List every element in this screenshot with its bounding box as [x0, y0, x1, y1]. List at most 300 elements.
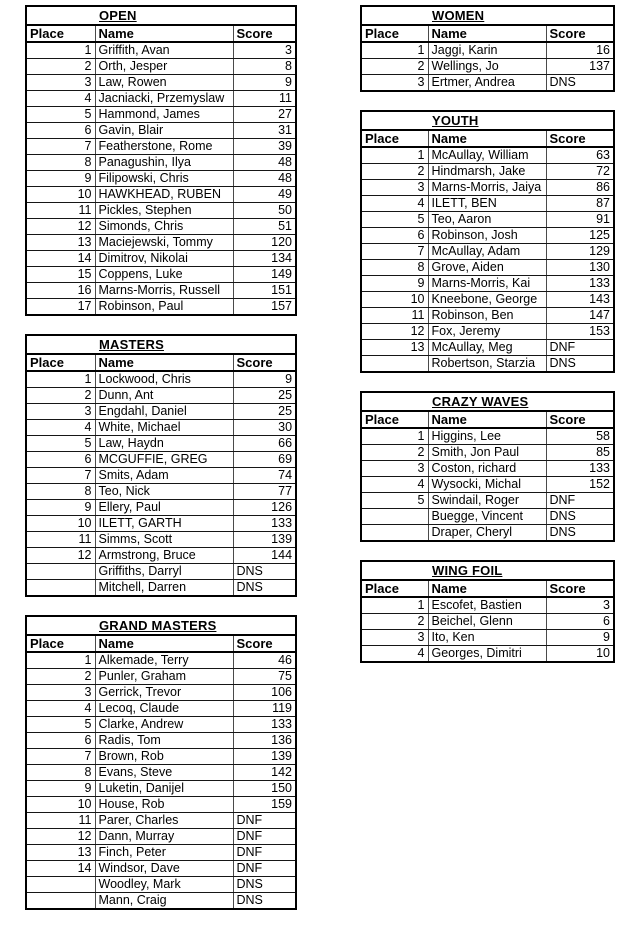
column-header-name: Name [428, 580, 546, 597]
name-cell: McAullay, William [428, 147, 546, 164]
table-row [26, 267, 296, 283]
results-table-open [25, 5, 297, 316]
score-cell: 46 [233, 652, 296, 669]
place-cell: 4 [26, 420, 95, 436]
score-cell: 25 [233, 404, 296, 420]
place-cell: 5 [361, 493, 428, 509]
name-cell: Beichel, Glenn [428, 614, 546, 630]
name-cell: Pickles, Stephen [95, 203, 233, 219]
score-cell: DNS [233, 580, 296, 597]
place-cell: 17 [26, 299, 95, 316]
table-row [26, 107, 296, 123]
score-cell: 139 [233, 532, 296, 548]
table-row [26, 235, 296, 251]
column-header-place: Place [26, 635, 95, 652]
score-cell: DNS [546, 509, 614, 525]
table-row [361, 461, 614, 477]
results-table-youth [360, 110, 615, 373]
name-cell: Orth, Jesper [95, 59, 233, 75]
name-cell: Panagushin, Ilya [95, 155, 233, 171]
score-cell: DNF [233, 845, 296, 861]
score-cell: 3 [546, 597, 614, 614]
table-row [26, 123, 296, 139]
score-cell: 157 [233, 299, 296, 316]
table-row [26, 219, 296, 235]
place-cell: 11 [26, 532, 95, 548]
place-cell: 3 [361, 630, 428, 646]
place-cell: 1 [26, 42, 95, 59]
score-cell: 8 [233, 59, 296, 75]
place-cell: 2 [361, 614, 428, 630]
results-table-crazy-waves [360, 391, 615, 542]
name-cell: Jaggi, Karin [428, 42, 546, 59]
table-row [26, 42, 296, 59]
table-header-row [361, 411, 614, 428]
place-cell: 8 [26, 765, 95, 781]
table-row [26, 701, 296, 717]
table-row [26, 733, 296, 749]
name-cell: Brown, Rob [95, 749, 233, 765]
table-row [26, 187, 296, 203]
name-cell: Teo, Aaron [428, 212, 546, 228]
place-cell: 12 [26, 548, 95, 564]
score-cell: 25 [233, 388, 296, 404]
score-cell: 86 [546, 180, 614, 196]
name-cell: Robinson, Ben [428, 308, 546, 324]
name-cell: Finch, Peter [95, 845, 233, 861]
table-row [26, 283, 296, 299]
table-row [361, 180, 614, 196]
column-header-name: Name [428, 411, 546, 428]
place-cell: 1 [361, 428, 428, 445]
name-cell: Evans, Steve [95, 765, 233, 781]
place-cell: 3 [26, 404, 95, 420]
score-cell: 129 [546, 244, 614, 260]
place-cell: 7 [26, 468, 95, 484]
name-cell: Dunn, Ant [95, 388, 233, 404]
table-row [361, 244, 614, 260]
score-cell: DNF [233, 813, 296, 829]
table-row [26, 829, 296, 845]
score-cell: DNS [233, 564, 296, 580]
name-cell: Draper, Cheryl [428, 525, 546, 542]
column-header-score: Score [233, 25, 296, 42]
score-cell: 87 [546, 196, 614, 212]
table-row [26, 155, 296, 171]
right-column [360, 5, 613, 681]
name-cell: Featherstone, Rome [95, 139, 233, 155]
name-cell: Engdahl, Daniel [95, 404, 233, 420]
column-header-score: Score [546, 580, 614, 597]
score-cell: 9 [233, 371, 296, 388]
name-cell: House, Rob [95, 797, 233, 813]
column-header-name: Name [95, 635, 233, 652]
score-cell: 143 [546, 292, 614, 308]
name-cell: Coston, richard [428, 461, 546, 477]
place-cell: 2 [26, 669, 95, 685]
place-cell: 6 [26, 733, 95, 749]
table-header-row [26, 635, 296, 652]
table-row [361, 428, 614, 445]
column-header-place: Place [26, 354, 95, 371]
score-cell: 74 [233, 468, 296, 484]
place-cell: 1 [361, 42, 428, 59]
table-row [26, 564, 296, 580]
score-cell: 75 [233, 669, 296, 685]
table-row [361, 59, 614, 75]
column-header-place: Place [361, 130, 428, 147]
score-cell: 85 [546, 445, 614, 461]
name-cell: Gavin, Blair [95, 123, 233, 139]
table-row [26, 484, 296, 500]
name-cell: HAWKHEAD, RUBEN [95, 187, 233, 203]
table-title: YOUTH [432, 113, 479, 128]
place-cell: 12 [26, 829, 95, 845]
table-row [26, 91, 296, 107]
table-title-cell [361, 111, 614, 130]
name-cell: Griffiths, Darryl [95, 564, 233, 580]
table-header-row [361, 580, 614, 597]
table-row [26, 139, 296, 155]
place-cell: 12 [361, 324, 428, 340]
column-header-score: Score [546, 25, 614, 42]
name-cell: Marns-Morris, Russell [95, 283, 233, 299]
place-cell: 3 [26, 75, 95, 91]
name-cell: McAullay, Adam [428, 244, 546, 260]
place-cell [26, 877, 95, 893]
table-row [361, 308, 614, 324]
name-cell: Dimitrov, Nikolai [95, 251, 233, 267]
score-cell: 77 [233, 484, 296, 500]
table-header-row [26, 25, 296, 42]
place-cell: 8 [26, 484, 95, 500]
place-cell: 1 [26, 652, 95, 669]
table-row [361, 292, 614, 308]
place-cell: 4 [361, 196, 428, 212]
table-row [361, 630, 614, 646]
place-cell: 9 [26, 781, 95, 797]
table-title-row [26, 335, 296, 354]
table-title: CRAZY WAVES [432, 394, 529, 409]
table-row [26, 516, 296, 532]
place-cell [26, 893, 95, 910]
place-cell [26, 580, 95, 597]
table-title-cell [361, 6, 614, 25]
table-row [361, 525, 614, 542]
score-cell: 106 [233, 685, 296, 701]
place-cell: 1 [361, 147, 428, 164]
place-cell: 13 [26, 235, 95, 251]
score-cell: 144 [233, 548, 296, 564]
column-header-place: Place [361, 25, 428, 42]
place-cell: 4 [361, 646, 428, 663]
table-row [26, 500, 296, 516]
table-title-row [361, 392, 614, 411]
name-cell: Kneebone, George [428, 292, 546, 308]
name-cell: Teo, Nick [95, 484, 233, 500]
name-cell: Robinson, Paul [95, 299, 233, 316]
table-row [361, 356, 614, 373]
place-cell: 7 [26, 749, 95, 765]
name-cell: Griffith, Avan [95, 42, 233, 59]
score-cell: 48 [233, 171, 296, 187]
place-cell: 10 [26, 516, 95, 532]
name-cell: Swindail, Roger [428, 493, 546, 509]
score-cell: 119 [233, 701, 296, 717]
table-row [361, 228, 614, 244]
score-cell: 126 [233, 500, 296, 516]
table-row [26, 371, 296, 388]
name-cell: Dann, Murray [95, 829, 233, 845]
score-cell: 149 [233, 267, 296, 283]
results-table-women [360, 5, 615, 92]
score-cell: 9 [233, 75, 296, 91]
table-row [26, 669, 296, 685]
table-row [361, 597, 614, 614]
name-cell: Marns-Morris, Kai [428, 276, 546, 292]
score-cell: 120 [233, 235, 296, 251]
column-header-place: Place [361, 411, 428, 428]
name-cell: ILETT, BEN [428, 196, 546, 212]
table-row [361, 260, 614, 276]
score-cell: 63 [546, 147, 614, 164]
table-title-cell [26, 616, 296, 635]
place-cell: 5 [26, 717, 95, 733]
place-cell: 10 [361, 292, 428, 308]
table-row [26, 893, 296, 910]
score-cell: 150 [233, 781, 296, 797]
place-cell: 7 [361, 244, 428, 260]
score-cell: 159 [233, 797, 296, 813]
place-cell: 2 [26, 388, 95, 404]
table-title: MASTERS [99, 337, 164, 352]
score-cell: DNF [546, 340, 614, 356]
table-row [26, 532, 296, 548]
name-cell: White, Michael [95, 420, 233, 436]
name-cell: Ertmer, Andrea [428, 75, 546, 92]
name-cell: Higgins, Lee [428, 428, 546, 445]
table-row [361, 324, 614, 340]
name-cell: Filipowski, Chris [95, 171, 233, 187]
score-cell: 51 [233, 219, 296, 235]
place-cell: 3 [361, 75, 428, 92]
table-title-row [361, 111, 614, 130]
table-title: GRAND MASTERS [99, 618, 217, 633]
column-header-score: Score [233, 635, 296, 652]
place-cell: 16 [26, 283, 95, 299]
place-cell: 8 [361, 260, 428, 276]
table-row [26, 468, 296, 484]
name-cell: Ellery, Paul [95, 500, 233, 516]
table-row [26, 171, 296, 187]
table-row [26, 75, 296, 91]
name-cell: Wysocki, Michal [428, 477, 546, 493]
name-cell: MCGUFFIE, GREG [95, 452, 233, 468]
table-row [361, 75, 614, 92]
score-cell: DNS [546, 75, 614, 92]
table-header-row [26, 354, 296, 371]
score-cell: DNF [233, 861, 296, 877]
name-cell: Ito, Ken [428, 630, 546, 646]
name-cell: Smith, Jon Paul [428, 445, 546, 461]
table-row [26, 452, 296, 468]
place-cell: 1 [361, 597, 428, 614]
score-cell: 153 [546, 324, 614, 340]
place-cell: 8 [26, 155, 95, 171]
table-row [26, 420, 296, 436]
name-cell: Robertson, Starzia [428, 356, 546, 373]
name-cell: Radis, Tom [95, 733, 233, 749]
name-cell: Robinson, Josh [428, 228, 546, 244]
score-cell: 125 [546, 228, 614, 244]
score-cell: 142 [233, 765, 296, 781]
score-cell: 16 [546, 42, 614, 59]
score-cell: DNF [233, 829, 296, 845]
name-cell: Hindmarsh, Jake [428, 164, 546, 180]
results-table-wing-foil [360, 560, 615, 663]
column-header-score: Score [233, 354, 296, 371]
place-cell: 5 [26, 107, 95, 123]
score-cell: 39 [233, 139, 296, 155]
score-cell: 136 [233, 733, 296, 749]
score-cell: 133 [546, 461, 614, 477]
name-cell: Marns-Morris, Jaiya [428, 180, 546, 196]
score-cell: 152 [546, 477, 614, 493]
place-cell: 11 [361, 308, 428, 324]
score-cell: 147 [546, 308, 614, 324]
table-row [361, 212, 614, 228]
name-cell: Simms, Scott [95, 532, 233, 548]
name-cell: ILETT, GARTH [95, 516, 233, 532]
table-row [26, 877, 296, 893]
name-cell: Windsor, Dave [95, 861, 233, 877]
table-title: WING FOIL [432, 563, 503, 578]
place-cell: 9 [26, 171, 95, 187]
score-cell: 6 [546, 614, 614, 630]
column-header-score: Score [546, 130, 614, 147]
name-cell: Grove, Aiden [428, 260, 546, 276]
column-header-score: Score [546, 411, 614, 428]
name-cell: Alkemade, Terry [95, 652, 233, 669]
place-cell: 11 [26, 813, 95, 829]
table-row [361, 493, 614, 509]
score-cell: 139 [233, 749, 296, 765]
place-cell: 13 [26, 845, 95, 861]
table-row [26, 251, 296, 267]
table-row [361, 196, 614, 212]
place-cell: 4 [26, 91, 95, 107]
place-cell: 10 [26, 797, 95, 813]
place-cell: 3 [361, 461, 428, 477]
table-header-row [361, 25, 614, 42]
name-cell: Jacniacki, Przemyslaw [95, 91, 233, 107]
score-cell: 130 [546, 260, 614, 276]
name-cell: Parer, Charles [95, 813, 233, 829]
table-row [26, 59, 296, 75]
score-cell: 49 [233, 187, 296, 203]
score-cell: 133 [233, 516, 296, 532]
table-title-row [26, 6, 296, 25]
place-cell: 14 [26, 251, 95, 267]
score-cell: 151 [233, 283, 296, 299]
place-cell: 2 [361, 445, 428, 461]
table-title-cell [361, 392, 614, 411]
table-row [26, 299, 296, 316]
score-cell: 133 [546, 276, 614, 292]
name-cell: Gerrick, Trevor [95, 685, 233, 701]
place-cell: 2 [26, 59, 95, 75]
table-row [361, 646, 614, 663]
score-cell: 134 [233, 251, 296, 267]
table-header-row [361, 130, 614, 147]
name-cell: Mann, Craig [95, 893, 233, 910]
place-cell: 13 [361, 340, 428, 356]
table-row [26, 388, 296, 404]
name-cell: Luketin, Danijel [95, 781, 233, 797]
name-cell: Punler, Graham [95, 669, 233, 685]
table-row [26, 861, 296, 877]
score-cell: 48 [233, 155, 296, 171]
place-cell [361, 356, 428, 373]
place-cell [361, 525, 428, 542]
name-cell: Hammond, James [95, 107, 233, 123]
place-cell: 11 [26, 203, 95, 219]
table-row [26, 813, 296, 829]
place-cell: 12 [26, 219, 95, 235]
place-cell: 4 [361, 477, 428, 493]
name-cell: Maciejewski, Tommy [95, 235, 233, 251]
score-cell: DNF [546, 493, 614, 509]
place-cell: 3 [26, 685, 95, 701]
table-row [361, 445, 614, 461]
score-cell: 50 [233, 203, 296, 219]
table-row [26, 580, 296, 597]
score-cell: DNS [233, 877, 296, 893]
score-cell: 72 [546, 164, 614, 180]
table-row [26, 436, 296, 452]
table-row [26, 404, 296, 420]
score-cell: 58 [546, 428, 614, 445]
score-cell: 9 [546, 630, 614, 646]
score-cell: 133 [233, 717, 296, 733]
table-row [361, 614, 614, 630]
left-column [25, 5, 295, 928]
score-cell: 69 [233, 452, 296, 468]
table-row [26, 685, 296, 701]
place-cell: 6 [26, 452, 95, 468]
score-cell: 66 [233, 436, 296, 452]
table-row [26, 749, 296, 765]
place-cell: 6 [361, 228, 428, 244]
name-cell: Lecoq, Claude [95, 701, 233, 717]
table-row [26, 548, 296, 564]
name-cell: Escofet, Bastien [428, 597, 546, 614]
place-cell: 6 [26, 123, 95, 139]
place-cell: 7 [26, 139, 95, 155]
place-cell: 10 [26, 187, 95, 203]
table-title-cell [26, 6, 296, 25]
results-table-grand-masters [25, 615, 297, 910]
column-header-place: Place [361, 580, 428, 597]
name-cell: Buegge, Vincent [428, 509, 546, 525]
table-title-row [26, 616, 296, 635]
name-cell: Coppens, Luke [95, 267, 233, 283]
score-cell: 31 [233, 123, 296, 139]
place-cell [26, 564, 95, 580]
name-cell: Woodley, Mark [95, 877, 233, 893]
name-cell: Law, Rowen [95, 75, 233, 91]
column-header-place: Place [26, 25, 95, 42]
